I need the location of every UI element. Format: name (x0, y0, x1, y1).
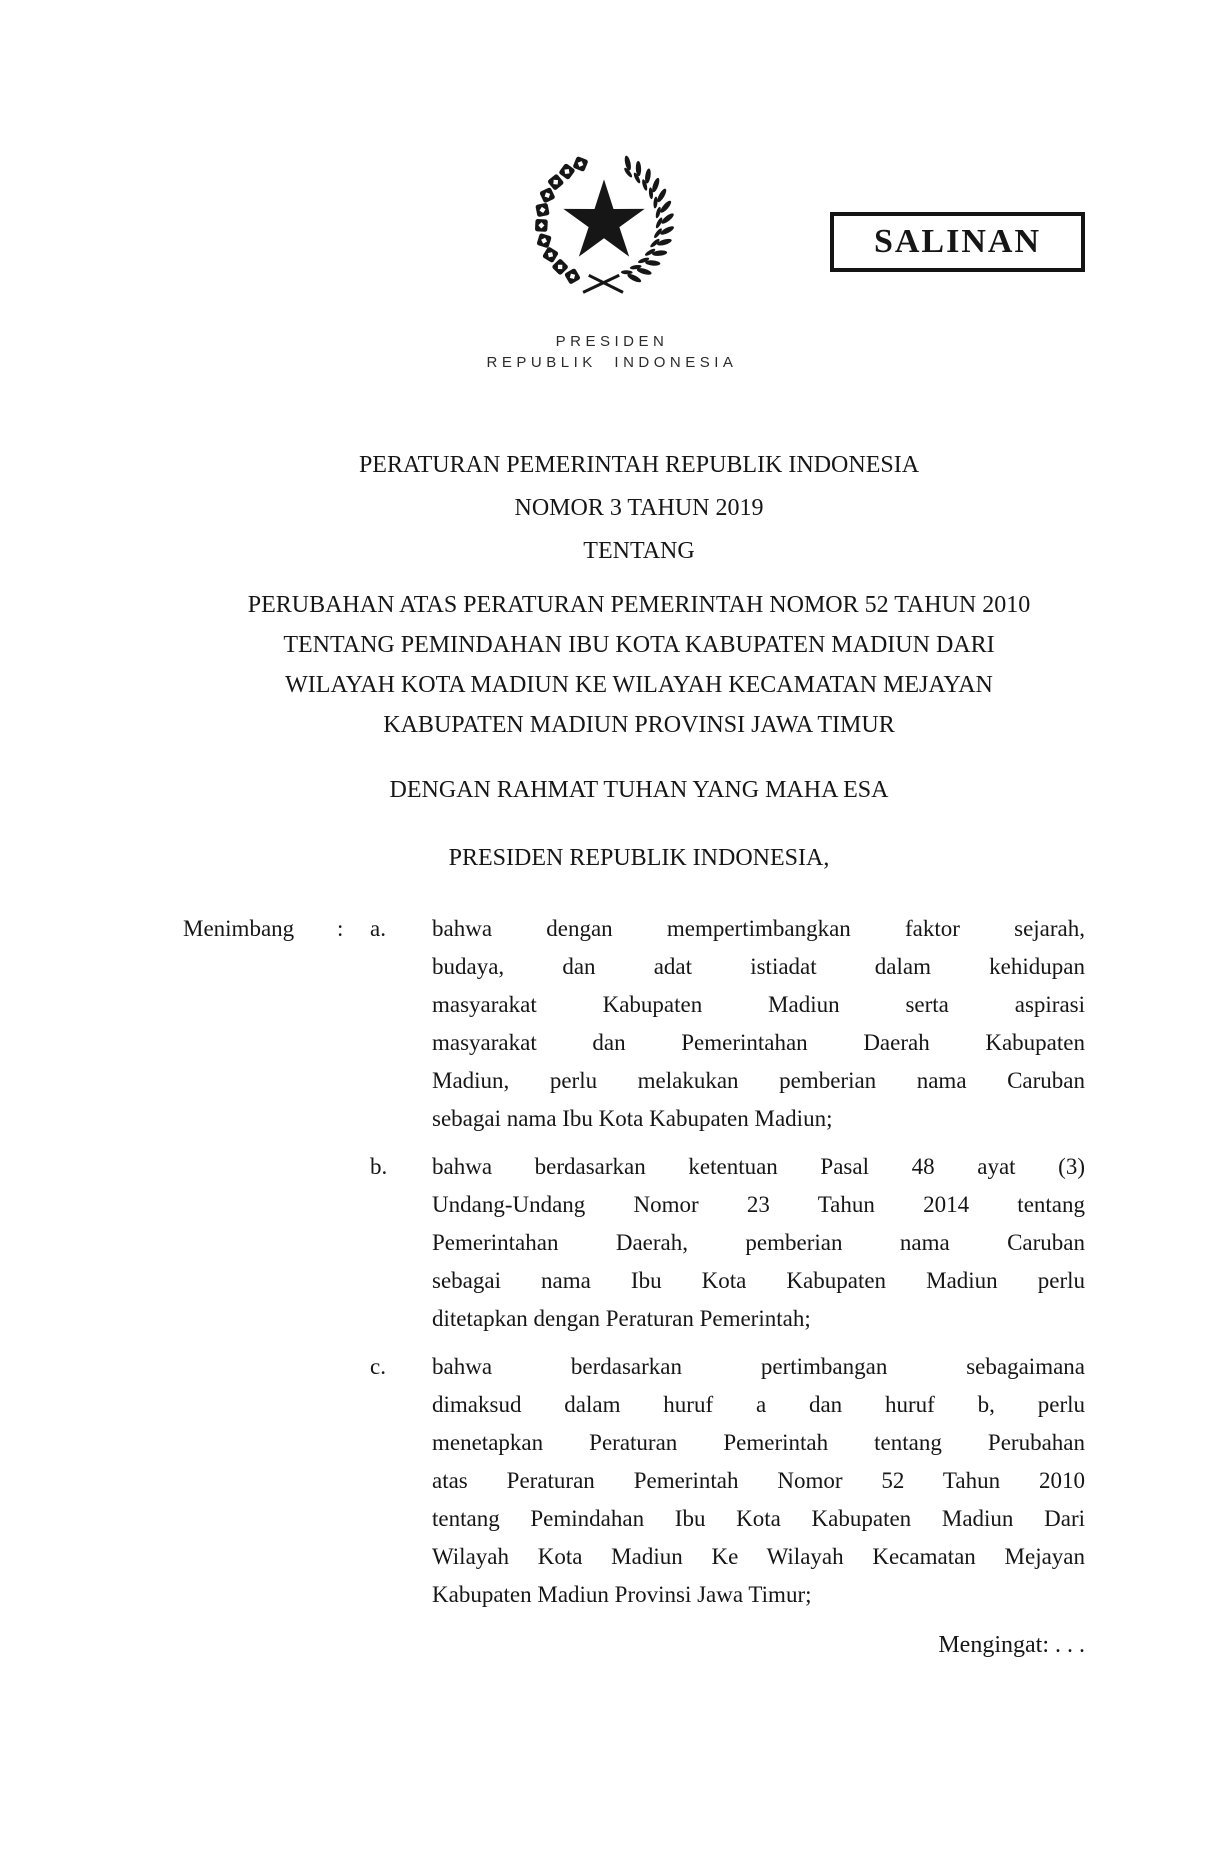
regulation-number: NOMOR 3 TAHUN 2019 (514, 495, 764, 521)
invocation-line: DENGAN RAHMAT TUHAN YANG MAHA ESA (389, 777, 889, 803)
considerations-label: Menimbang (183, 916, 295, 941)
letterhead (1, 331, 1223, 373)
letterhead-republik-line: REPUBLIK INDONESIA (486, 354, 738, 371)
star-wreath-icon (528, 148, 680, 300)
consideration-text: bahwa berdasarkan pertimbangan sebagaimana dimaksud dalam huruf a dan huruf b, perlu menetapkan Peraturan Pemerintah tentang Perubahan atas Peraturan Pemerintah Nomor 52 Tahun 2010 tentang Pemindahan Ibu Kota Kabupaten Madiun Dari Wilayah Kota Madiun Ke Wilayah Kecamatan Mejayan Kabupaten Madiun Provinsi Jawa Timur; (432, 1354, 1085, 1607)
considerations-items (370, 910, 1085, 1624)
regulation-heading: PERATURAN PEMERINTAH REPUBLIK INDONESIA (358, 452, 920, 478)
consideration-text: bahwa dengan mempertimbangkan faktor sejarah, budaya, dan adat istiadat dalam kehidupan masyarakat Kabupaten Madiun serta aspirasi masyarakat dan Pemerintahan Daerah Kabupaten Madiun, perlu melakukan pemberian nama Caruban sebagai nama Ibu Kota Kabupaten Madiun; (432, 916, 1085, 1131)
consideration-item-b (370, 1148, 1085, 1338)
consideration-letter: b. (370, 1154, 388, 1179)
consideration-letter: c. (370, 1354, 386, 1379)
salinan-stamp-label: SALINAN (873, 223, 1042, 260)
regulation-subject: PERUBAHAN ATAS PERATURAN PEMERINTAH NOMOR 52 TAHUN 2010 TENTANG PEMINDAHAN IBU KOTA KABUPATEN MADIUN DARI WILAYAH KOTA MADIUN KE WILAYAH KECAMATAN MEJAYAN KABUPATEN MADIUN PROVINSI JAWA TIMUR (247, 592, 1031, 738)
presidential-emblem (528, 148, 680, 300)
consideration-item-c (370, 1348, 1085, 1614)
consideration-text: bahwa berdasarkan ketentuan Pasal 48 ayat (3) Undang-Undang Nomor 23 Tahun 2014 tentang Pemerintahan Daerah, pemberian nama Caruban sebagai nama Ibu Kota Kabupaten Madiun perlu ditetapkan dengan Peraturan Pemerintah; (432, 1154, 1085, 1331)
salinan-stamp (830, 212, 1085, 272)
regulation-tentang: TENTANG (583, 538, 695, 564)
consideration-letter: a. (370, 916, 386, 941)
considerations-colon: : (337, 916, 344, 941)
letterhead-presiden-line: PRESIDEN (555, 333, 669, 350)
authority-line: PRESIDEN REPUBLIK INDONESIA, (448, 845, 830, 871)
consideration-item-a (370, 910, 1085, 1138)
catchword-mengingat: Mengingat: . . . (938, 1632, 1085, 1658)
